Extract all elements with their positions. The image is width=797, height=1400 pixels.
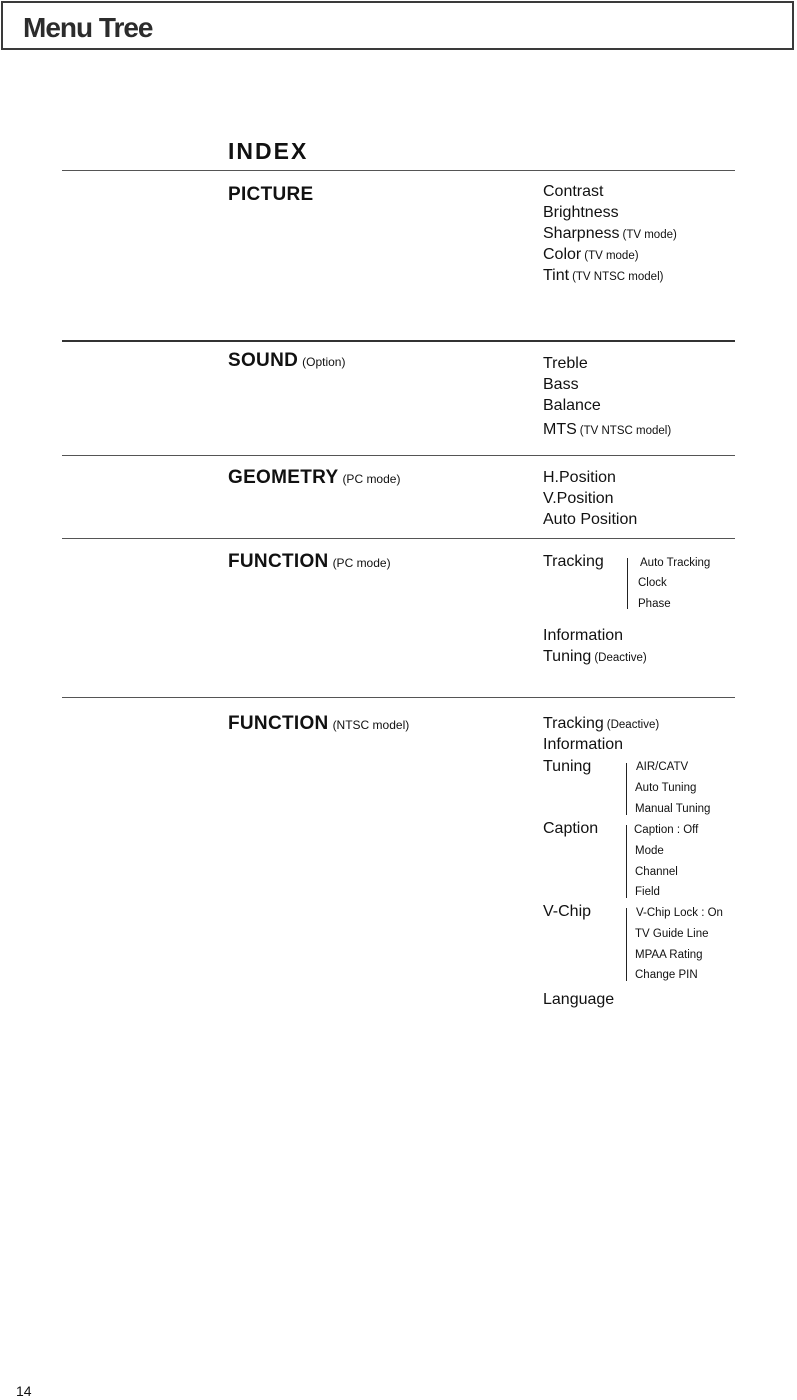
- submenu-item-mode: Mode: [635, 845, 664, 857]
- menu-item-bass: Bass: [543, 376, 579, 393]
- submenu-bracket: [627, 558, 628, 609]
- menu-item-h-position: H.Position: [543, 469, 616, 486]
- menu-item-tracking: Tracking (Deactive): [543, 715, 660, 732]
- submenu-bracket: [626, 825, 627, 898]
- divider-rule: [62, 455, 735, 456]
- section-note: (PC mode): [342, 472, 401, 486]
- submenu-item-auto-tuning: Auto Tuning: [635, 782, 697, 794]
- submenu-item-caption-off: Caption : Off: [634, 824, 699, 836]
- menu-item-tuning: Tuning: [543, 758, 592, 775]
- submenu-item-clock: Clock: [638, 577, 667, 589]
- menu-item-v-chip: V-Chip: [543, 903, 592, 920]
- section-label: SOUND: [228, 350, 299, 371]
- menu-item-v-position: V.Position: [543, 490, 614, 507]
- section-note: (Option): [302, 355, 346, 369]
- submenu-item-tv-guide-line: TV Guide Line: [635, 928, 709, 940]
- menu-item-information: Information: [543, 736, 624, 753]
- submenu-bracket: [626, 908, 627, 981]
- section-note: (PC mode): [332, 556, 391, 570]
- divider-rule: [62, 538, 735, 539]
- submenu-item-air-catv: AIR/CATV: [636, 761, 689, 773]
- divider-rule: [62, 170, 735, 171]
- menu-item-treble: Treble: [543, 355, 588, 372]
- submenu-item-v-chip-lock: V-Chip Lock : On: [636, 907, 723, 919]
- menu-item-tracking: Tracking: [543, 553, 604, 570]
- submenu-item-auto-tracking: Auto Tracking: [640, 557, 711, 569]
- submenu-item-change-pin: Change PIN: [635, 969, 698, 981]
- menu-item-language: Language: [543, 991, 615, 1008]
- section-label: GEOMETRY: [228, 467, 339, 488]
- section-label: FUNCTION: [228, 551, 329, 572]
- section-geometry-title: [228, 467, 400, 489]
- menu-item-auto-position: Auto Position: [543, 511, 638, 528]
- submenu-item-manual-tuning: Manual Tuning: [635, 803, 711, 815]
- section-function-ntsc-title: [228, 713, 409, 735]
- menu-item-information: Information: [543, 627, 624, 644]
- submenu-item-channel: Channel: [635, 866, 678, 878]
- header-box: [1, 1, 794, 50]
- submenu-item-mpaa-rating: MPAA Rating: [635, 949, 703, 961]
- section-sound-title: [228, 350, 345, 372]
- menu-item-balance: Balance: [543, 397, 601, 414]
- menu-item-mts: MTS (TV NTSC model): [543, 421, 672, 438]
- index-heading: INDEX: [228, 138, 309, 164]
- divider-rule: [62, 340, 735, 342]
- submenu-item-phase: Phase: [638, 598, 671, 610]
- submenu-item-field: Field: [635, 886, 660, 898]
- section-note: (NTSC model): [332, 718, 410, 732]
- menu-item-color: Color (TV mode): [543, 246, 639, 263]
- page-title: Menu Tree: [23, 12, 153, 43]
- menu-item-caption: Caption: [543, 820, 599, 837]
- menu-item-sharpness: Sharpness (TV mode): [543, 225, 677, 242]
- menu-item-tint: Tint (TV NTSC model): [543, 267, 664, 284]
- menu-item-contrast: Contrast: [543, 183, 604, 200]
- submenu-bracket: [626, 763, 627, 815]
- section-function-pc-title: [228, 551, 391, 573]
- menu-item-brightness: Brightness: [543, 204, 619, 221]
- section-label: FUNCTION: [228, 713, 329, 734]
- menu-item-tuning: Tuning (Deactive): [543, 648, 647, 665]
- divider-rule: [62, 697, 735, 698]
- page-number: 14: [16, 1383, 32, 1399]
- section-picture-title: [228, 184, 314, 206]
- section-label: PICTURE: [228, 184, 314, 205]
